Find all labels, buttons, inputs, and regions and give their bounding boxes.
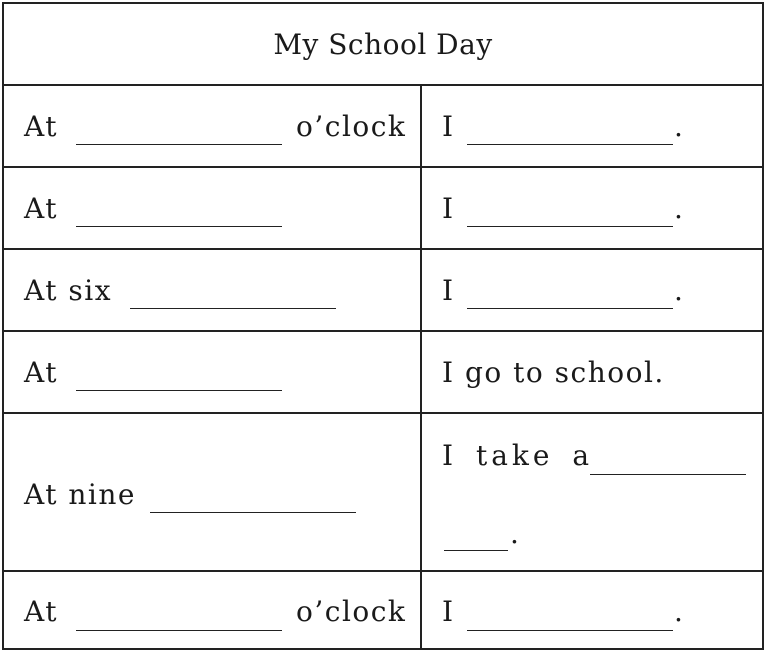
time-cell: [4, 572, 422, 648]
time-cell: [4, 332, 422, 412]
activity-prefix: I: [442, 274, 455, 307]
time-suffix: o’clock: [296, 595, 407, 628]
activity-prefix: I: [442, 595, 455, 628]
table-title: [4, 4, 762, 86]
time-prefix: At: [24, 110, 58, 143]
activity-blank[interactable]: [467, 226, 673, 227]
activity-cell: [422, 168, 762, 248]
time-prefix: At: [24, 356, 58, 389]
activity-cell: [422, 250, 762, 330]
time-blank[interactable]: [150, 512, 356, 513]
time-suffix: o’clock: [296, 110, 407, 143]
time-cell: [4, 250, 422, 330]
activity-text: I go to school.: [442, 356, 665, 389]
table-row: [4, 572, 762, 648]
activity-prefix: I: [442, 110, 455, 143]
activity-cell: [422, 572, 762, 648]
time-prefix: At: [24, 192, 58, 225]
table-row: [4, 250, 762, 332]
time-blank[interactable]: [130, 308, 336, 309]
activity-blank-line2[interactable]: [444, 550, 508, 551]
activity-cell: [422, 414, 762, 570]
activity-blank[interactable]: [467, 144, 673, 145]
activity-blank[interactable]: [467, 630, 673, 631]
title-text: My School Day: [273, 27, 493, 61]
time-cell: [4, 168, 422, 248]
activity-blank-line1[interactable]: [590, 474, 746, 475]
time-prefix: At nine: [24, 478, 136, 511]
activity-cell: [422, 86, 762, 166]
table-row: [4, 414, 762, 572]
activity-suffix: .: [674, 274, 685, 307]
activity-blank[interactable]: [467, 308, 673, 309]
time-cell: [4, 86, 422, 166]
activity-cell: [422, 332, 762, 412]
time-blank[interactable]: [76, 630, 282, 631]
activity-line2-suffix: .: [510, 517, 521, 550]
activity-suffix: .: [674, 110, 685, 143]
time-blank[interactable]: [76, 144, 282, 145]
activity-suffix: .: [674, 595, 685, 628]
table-row: [4, 332, 762, 414]
time-blank[interactable]: [76, 226, 282, 227]
table-row: [4, 168, 762, 250]
schedule-table: [2, 2, 764, 650]
time-prefix: At: [24, 595, 58, 628]
activity-prefix: I: [442, 192, 455, 225]
table-row: [4, 86, 762, 168]
activity-suffix: .: [674, 192, 685, 225]
time-blank[interactable]: [76, 390, 282, 391]
activity-line1-prefix: I take a: [442, 439, 594, 472]
time-cell: [4, 414, 422, 570]
time-prefix: At six: [24, 274, 112, 307]
